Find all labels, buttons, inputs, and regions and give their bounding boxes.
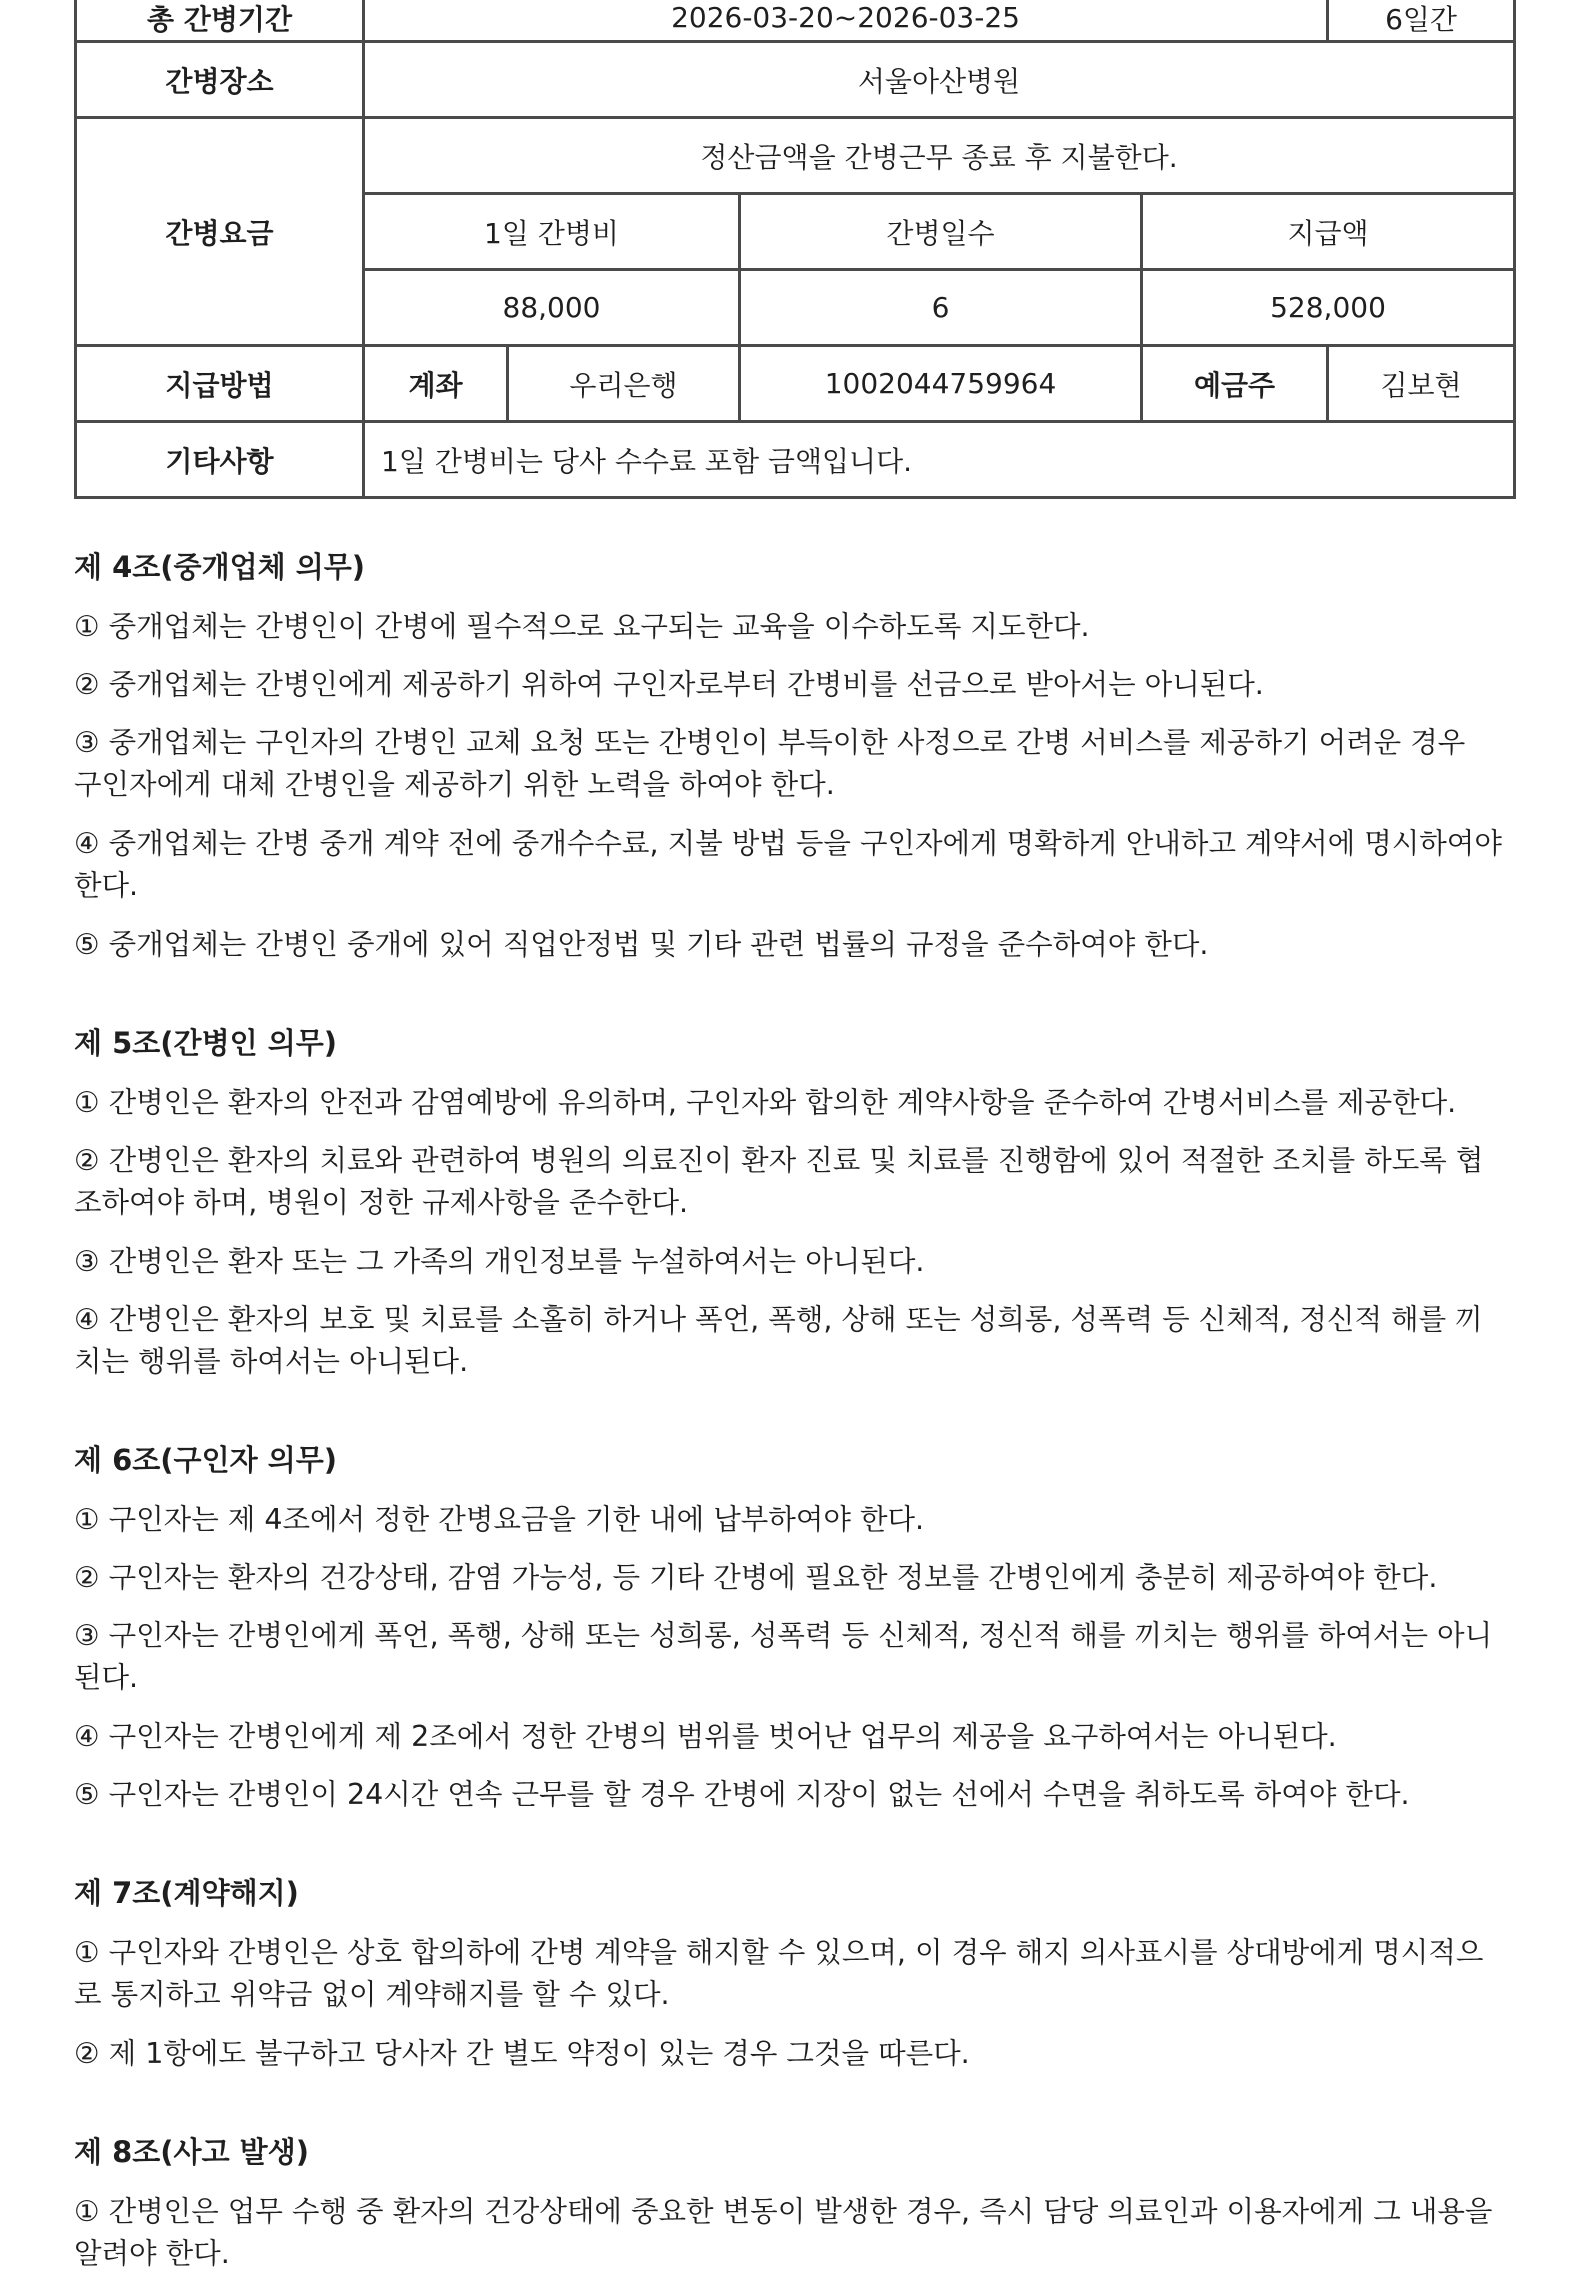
care-terms-table [74, 0, 1516, 499]
article-item: ② 중개업체는 간병인에게 제공하기 위하여 구인자로부터 간병비를 선금으로 받아서는 아니된다. [74, 668, 1264, 701]
article-item: ① 구인자와 간병인은 상호 합의하에 간병 계약을 해지할 수 있으며, 이 경우 해지 의사표시를 상대방에게 명시적으 로 통지하고 위약금 없이 계약해지를 할 수 있다. [74, 1936, 1484, 2011]
fee-value-days: 6 [740, 270, 1142, 346]
period-days: 6일간 [1328, 0, 1515, 42]
fee-value-total: 528,000 [1142, 270, 1515, 346]
article-title: 제 4조(중개업체 의무) [74, 550, 365, 584]
fee-header-daily: 1일 간병비 [364, 194, 740, 270]
etc-row [76, 422, 1515, 498]
article-item: ③ 간병인은 환자 또는 그 가족의 개인정보를 누설하여서는 아니된다. [74, 1245, 925, 1278]
article-item: ③ 구인자는 간병인에게 폭언, 폭행, 상해 또는 성희롱, 성폭력 등 신체적, 정신적 해를 끼치는 행위를 하여서는 아니 된다. [74, 1619, 1493, 1694]
article-item: ① 간병인은 환자의 안전과 감염예방에 유의하며, 구인자와 합의한 계약사항을 준수하여 간병서비스를 제공한다. [74, 1086, 1457, 1119]
holder-name: 김보현 [1328, 346, 1515, 422]
place-label: 간병장소 [76, 42, 364, 118]
article-item: ① 간병인은 업무 수행 중 환자의 건강상태에 중요한 변동이 발생한 경우, 즉시 담당 의료인과 이용자에게 그 내용을 알려야 한다. [74, 2195, 1493, 2270]
place-row [76, 42, 1515, 118]
holder-label: 예금주 [1142, 346, 1328, 422]
fee-header-total: 지급액 [1142, 194, 1515, 270]
account-number: 1002044759964 [740, 346, 1142, 422]
period-row [76, 0, 1515, 42]
article-title: 제 8조(사고 발생) [74, 2135, 309, 2169]
payment-label: 지급방법 [76, 346, 364, 422]
article-title: 제 5조(간병인 의무) [74, 1026, 337, 1060]
etc-value: 1일 간병비는 당사 수수료 포함 금액입니다. [364, 422, 1515, 498]
article-item: ① 구인자는 제 4조에서 정한 간병요금을 기한 내에 납부하여야 한다. [74, 1503, 925, 1536]
article-item: ② 간병인은 환자의 치료와 관련하여 병원의 의료진이 환자 진료 및 치료를 진행함에 있어 적절한 조치를 하도록 협 조하여야 하며, 병원이 정한 규제사항을 준수한다. [74, 1144, 1484, 1219]
article-item: ⑤ 구인자는 간병인이 24시간 연속 근무를 할 경우 간병에 지장이 없는 선에서 수면을 취하도록 하여야 한다. [74, 1778, 1410, 1811]
fee-value-daily: 88,000 [364, 270, 740, 346]
article-item: ② 제 1항에도 불구하고 당사자 간 별도 약정이 있는 경우 그것을 따른다. [74, 2037, 970, 2070]
etc-label: 기타사항 [76, 422, 364, 498]
fee-note-row [76, 118, 1515, 194]
place-value: 서울아산병원 [364, 42, 1515, 118]
payment-row [76, 346, 1515, 422]
period-range: 2026-03-20~2026-03-25 [364, 0, 1328, 42]
article-item: ④ 간병인은 환자의 보호 및 치료를 소홀히 하거나 폭언, 폭행, 상해 또는 성희롱, 성폭력 등 신체적, 정신적 해를 끼 치는 행위를 하여서는 아니된다. [74, 1303, 1483, 1378]
article-title: 제 6조(구인자 의무) [74, 1443, 337, 1477]
article-item: ② 구인자는 환자의 건강상태, 감염 가능성, 등 기타 간병에 필요한 정보를 간병인에게 충분히 제공하여야 한다. [74, 1561, 1438, 1594]
article-item: ④ 구인자는 간병인에게 제 2조에서 정한 간병의 범위를 벗어난 업무의 제공을 요구하여서는 아니된다. [74, 1720, 1337, 1753]
bank-name: 우리은행 [508, 346, 740, 422]
fee-header-days: 간병일수 [740, 194, 1142, 270]
article-item: ① 중개업체는 간병인이 간병에 필수적으로 요구되는 교육을 이수하도록 지도한다. [74, 610, 1090, 643]
fee-label: 간병요금 [76, 118, 364, 346]
period-label: 총 간병기간 [76, 0, 364, 42]
article-item: ④ 중개업체는 간병 중개 계약 전에 중개수수료, 지불 방법 등을 구인자에게 명확하게 안내하고 계약서에 명시하여야 한다. [74, 827, 1502, 902]
article-item: ③ 중개업체는 구인자의 간병인 교체 요청 또는 간병인이 부득이한 사정으로 간병 서비스를 제공하기 어려운 경우 구인자에게 대체 간병인을 제공하기 위한 노력을 하여야 한다. [74, 726, 1466, 801]
article-title: 제 7조(계약해지) [74, 1876, 299, 1910]
account-label: 계좌 [364, 346, 508, 422]
fee-note: 정산금액을 간병근무 종료 후 지불한다. [364, 118, 1515, 194]
article-item: ⑤ 중개업체는 간병인 중개에 있어 직업안정법 및 기타 관련 법률의 규정을 준수하여야 한다. [74, 928, 1209, 961]
